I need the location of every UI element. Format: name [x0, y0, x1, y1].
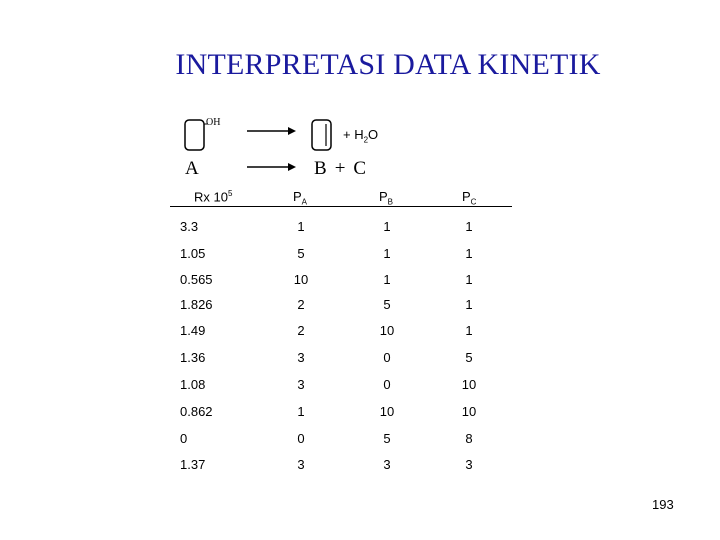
cell-pa: 1	[297, 404, 305, 419]
cell-rx: 0.565	[180, 272, 213, 287]
cell-pc: 1	[465, 297, 473, 312]
cell-pc: 1	[465, 323, 473, 338]
cell-pa: 3	[297, 457, 305, 472]
header-pb	[379, 189, 393, 207]
header-rx	[194, 189, 232, 204]
header-divider	[170, 206, 512, 207]
cell-pa: 10	[293, 272, 309, 287]
cyclohexanol-ring-icon	[185, 120, 204, 150]
cell-pc: 10	[461, 404, 477, 419]
cell-pa: 3	[297, 377, 305, 392]
cell-rx: 1.08	[180, 377, 206, 392]
cell-pb: 0	[383, 350, 391, 365]
cell-pa: 5	[297, 246, 305, 261]
label-c: C	[353, 158, 367, 179]
cell-pc: 1	[465, 272, 473, 287]
label-b: B	[314, 158, 327, 179]
label-a: A	[185, 158, 199, 179]
cell-rx: 1.05	[180, 246, 206, 261]
header-rx-sup: 5	[227, 189, 233, 198]
cell-pc: 10	[461, 377, 477, 392]
cell-pb: 1	[383, 219, 391, 234]
header-pc-sub: C	[470, 197, 477, 207]
water-tail: O	[368, 127, 379, 142]
cell-pb: 5	[383, 431, 391, 446]
cyclohexene-ring-icon	[312, 120, 331, 150]
cell-pb: 3	[383, 457, 391, 472]
cell-pa: 0	[297, 431, 305, 446]
cell-pb: 10	[379, 323, 395, 338]
page-title: INTERPRETASI DATA KINETIK	[175, 48, 601, 81]
header-pa	[293, 189, 307, 207]
header-pb-sub: B	[387, 197, 394, 207]
water-subscript: 2	[363, 135, 369, 145]
cell-rx: 1.49	[180, 323, 206, 338]
cell-pa: 2	[297, 297, 305, 312]
cell-pc: 1	[465, 246, 473, 261]
cell-rx: 0	[180, 431, 188, 446]
page-number: 193	[652, 497, 674, 512]
arrow-head-upper	[288, 127, 296, 135]
label-products	[314, 158, 374, 180]
oh-label: OH	[206, 117, 221, 128]
header-rx-text: Rx 10	[194, 189, 228, 205]
cell-pc: 1	[465, 219, 473, 234]
header-pc	[462, 189, 476, 207]
cell-pc: 5	[465, 350, 473, 365]
plus-water-text: + H	[343, 127, 364, 142]
header-pa-text: P	[293, 189, 302, 204]
cell-pa: 3	[297, 350, 305, 365]
cell-rx: 3.3	[180, 219, 199, 234]
cell-pb: 1	[383, 272, 391, 287]
arrow-head-lower	[288, 163, 296, 171]
cell-rx: 1.37	[180, 457, 206, 472]
cell-pb: 5	[383, 297, 391, 312]
cell-rx: 1.826	[180, 297, 213, 312]
header-pc-text: P	[462, 189, 471, 204]
header-pb-text: P	[379, 189, 388, 204]
cell-rx: 0.862	[180, 404, 213, 419]
label-plus: +	[334, 158, 346, 179]
cell-pb: 10	[379, 404, 395, 419]
plus-water-label	[343, 127, 378, 145]
cell-pc: 3	[465, 457, 473, 472]
header-pa-sub: A	[301, 197, 308, 207]
cell-pb: 1	[383, 246, 391, 261]
cell-rx: 1.36	[180, 350, 206, 365]
cell-pa: 1	[297, 219, 305, 234]
cell-pb: 0	[383, 377, 391, 392]
cell-pa: 2	[297, 323, 305, 338]
cell-pc: 8	[465, 431, 473, 446]
